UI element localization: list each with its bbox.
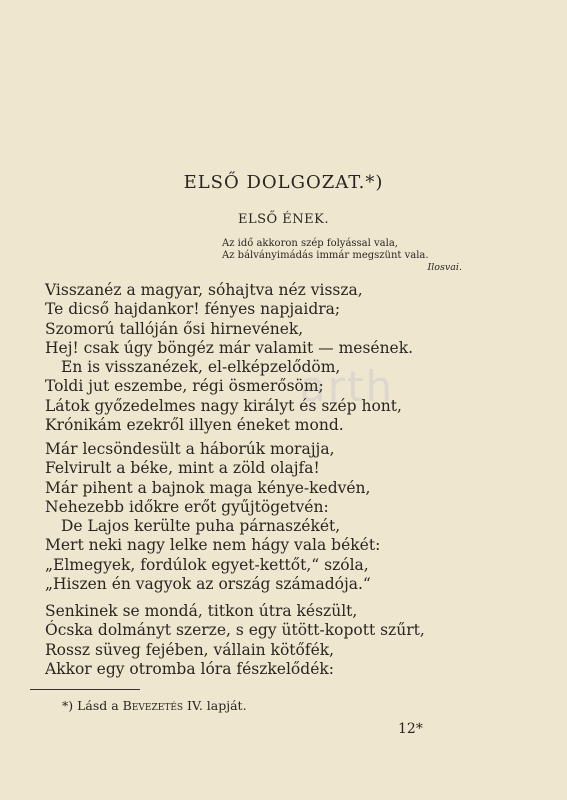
footnote-reference: Bevezetés <box>122 698 184 713</box>
stanza <box>45 440 465 594</box>
verse-line: En is visszanézek, el-elképzelődöm, <box>61 358 341 377</box>
footnote <box>62 698 247 713</box>
verse-line: Látok győzedelmes nagy királyt és szép hont, <box>45 396 402 415</box>
verse-line: Akkor egy otromba lóra fészkelődék: <box>45 659 334 678</box>
epigraph <box>222 238 462 274</box>
verse-line: Senkinek se mondá, titkon útra készült, <box>45 602 358 620</box>
verse-line: Rossz süveg fejében, vállain kötőfék, <box>45 640 335 659</box>
footnote-prefix: *) Lásd a <box>62 698 123 713</box>
page-number: 12* <box>398 721 423 737</box>
epigraph-line: Az bálványimádás immár megszünt vala. <box>222 250 429 261</box>
watermark: arth <box>300 362 395 411</box>
verse-line: Toldi jut eszembe, régi ösmerősöm; <box>45 377 324 396</box>
verse-line: Krónikám ezekről illyen éneket mond. <box>45 416 344 435</box>
epigraph-author: Ilosvai. <box>427 262 462 273</box>
footnote-suffix: IV. lapját. <box>183 698 247 713</box>
chapter-title: ELSŐ DOLGOZAT.*) <box>183 172 384 193</box>
verse-line: Felvirult a béke, mint a zöld olajfa! <box>45 459 320 478</box>
stanza <box>45 602 465 679</box>
verse-line: „Elmegyek, fordúlok egyet-kettőt,“ szóla, <box>45 555 369 574</box>
verse-line: „Hiszen én vagyok az ország számadója.“ <box>45 575 371 594</box>
verse-line: Nehezebb időkre erőt gyűjtögetvén: <box>45 497 329 516</box>
verse-line: Visszanéz a magyar, sóhajtva néz vissza, <box>45 281 363 299</box>
verse-line: De Lajos kerülte puha párnaszékét, <box>61 517 341 536</box>
verse-line: Ócska dolmányt szerze, s egy ütött-kopott szűrt, <box>45 621 425 640</box>
verse-line: Szomorú tallóján ősi hirnevének, <box>45 319 304 338</box>
verse-line: Hej! csak úgy böngéz már valamit — mesének. <box>45 338 414 357</box>
verse-line: Már lecsöndesült a háborúk morajja, <box>45 440 335 458</box>
canto-title: ELSŐ ÉNEK. <box>237 212 330 227</box>
footnote-divider <box>30 689 140 690</box>
verse-line: Mert neki nagy lelke nem hágy vala békét: <box>45 536 381 555</box>
epigraph-line: Az idő akkoron szép folyással vala, <box>222 238 398 249</box>
stanza <box>45 281 465 435</box>
verse-line: Te dicső hajdankor! fényes napjaidra; <box>45 300 341 319</box>
verse-line: Már pihent a bajnok maga kénye-kedvén, <box>45 478 371 497</box>
